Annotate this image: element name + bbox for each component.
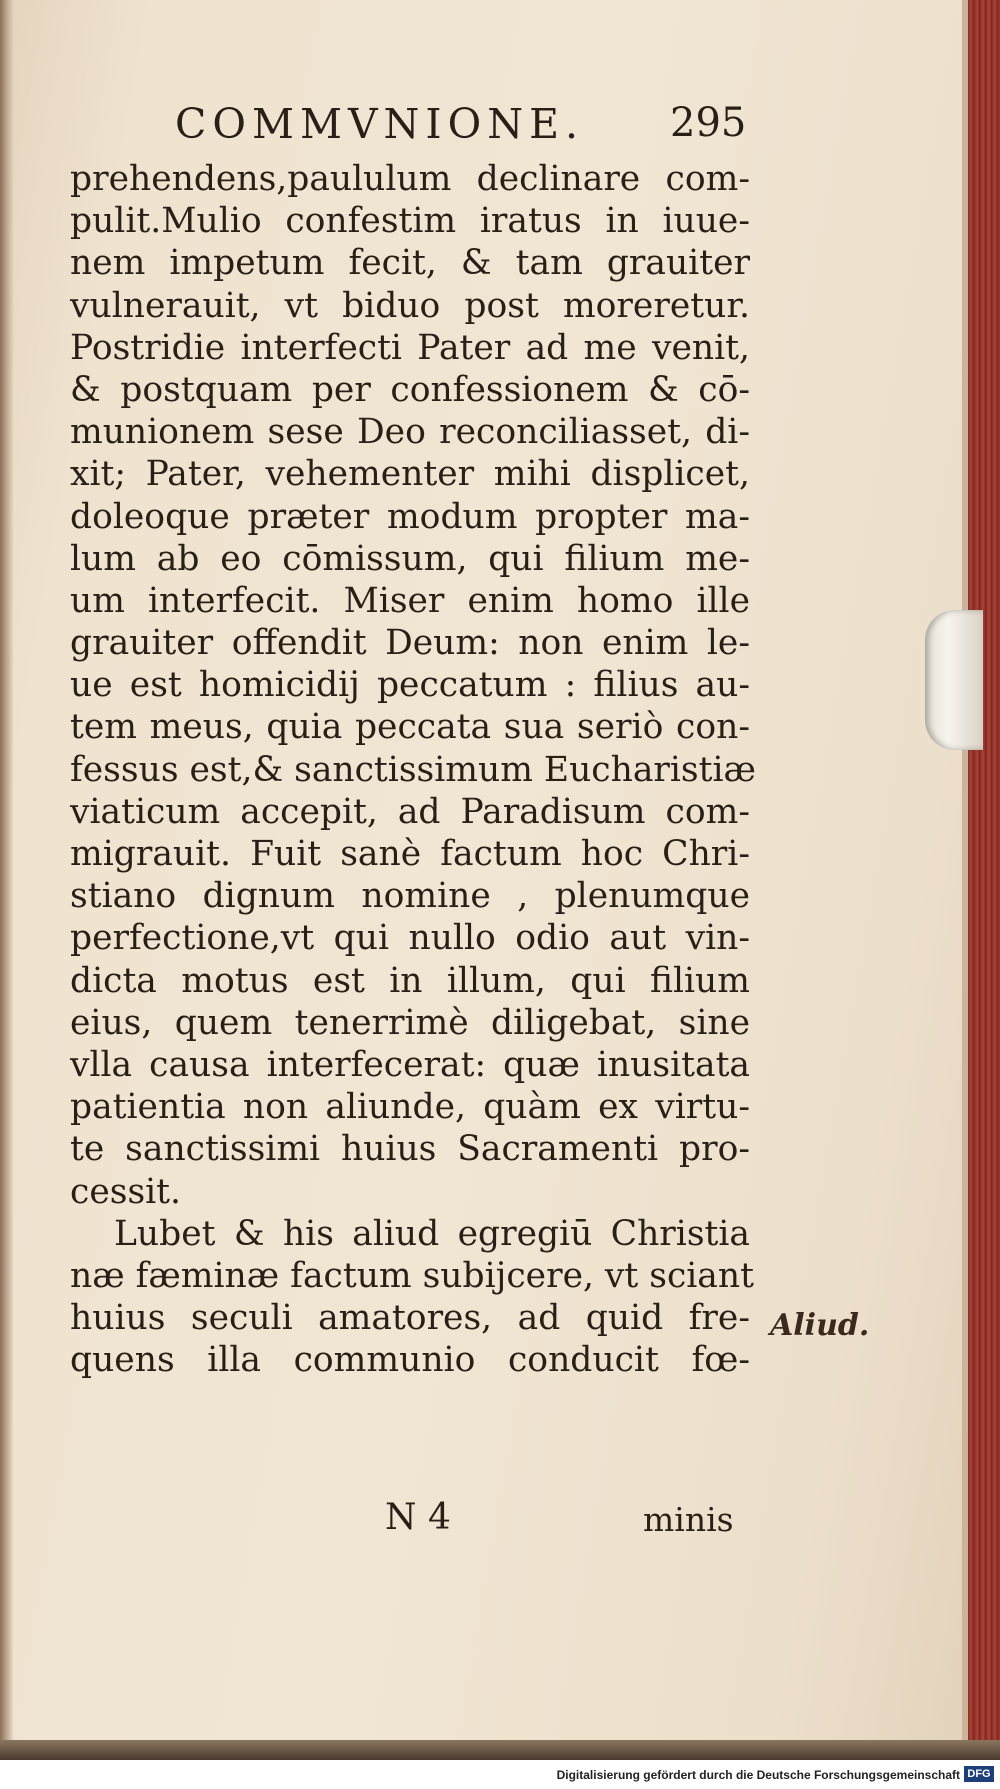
text-line: ue est homicidij peccatum : filius au- xyxy=(70,665,750,706)
page-header xyxy=(70,100,750,160)
text-line: Postridie interfecti Pater ad me venit, xyxy=(70,327,750,368)
binding-spine-shadow xyxy=(0,0,14,1748)
text-line: nem impetum fecit, & tam grauiter xyxy=(70,243,750,284)
text-line: stiano dignum nomine , plenumque xyxy=(70,876,750,917)
text-line: quens illa communio conducit fœ- xyxy=(70,1340,750,1381)
text-line: cessit. xyxy=(70,1171,182,1212)
digitization-footer xyxy=(0,1760,1000,1789)
text-line: pulit.Mulio confestim iratus in iuue- xyxy=(70,201,750,242)
page-number: 295 xyxy=(670,100,747,146)
text-line: eius, quem tenerrimè diligebat, sine xyxy=(70,1002,750,1043)
text-line: vlla causa interfecerat: quæ inusitata xyxy=(70,1044,750,1085)
digitization-credit: Digitalisierung gefördert durch die Deutsche Forschungsgemeinschaft xyxy=(556,1768,960,1782)
text-line: Lubet & his aliud egregiū Christia xyxy=(114,1213,750,1254)
text-line: te sanctissimi huius Sacramenti pro- xyxy=(70,1129,750,1170)
text-line: tem meus, quia peccata sua seriò con- xyxy=(70,707,750,748)
text-line: munionem sese Deo reconciliasset, di- xyxy=(70,412,750,453)
text-line: prehendens,paululum declinare com- xyxy=(70,159,750,199)
running-head: COMMVNIONE. xyxy=(175,100,585,148)
text-line: dicta motus est in illum, qui filium xyxy=(70,960,750,1001)
text-line: patientia non aliunde, quàm ex virtu- xyxy=(70,1087,750,1128)
text-line: doleoque præter modum propter ma- xyxy=(70,496,750,537)
binding-bottom-edge xyxy=(0,1740,1000,1760)
text-line: um interfecit. Miser enim homo ille xyxy=(70,580,750,621)
marginal-note: Aliud. xyxy=(770,1308,870,1343)
text-line: lum ab eo cōmissum, qui filium me- xyxy=(70,538,750,579)
body-text xyxy=(70,158,756,1381)
page-clip-tab xyxy=(925,610,983,750)
dfg-logo: DFG xyxy=(964,1766,994,1782)
text-line: perfectione,vt qui nullo odio aut vin- xyxy=(70,918,750,959)
text-line: & postquam per confessionem & cō- xyxy=(70,369,750,410)
text-line: huius seculi amatores, ad quid fre- xyxy=(70,1298,750,1339)
text-line: vulnerauit, vt biduo post moreretur. xyxy=(70,285,750,326)
text-line: næ fæminæ factum subijcere, vt sciant xyxy=(70,1255,754,1296)
catchword: minis xyxy=(643,1500,734,1539)
book-fore-edge xyxy=(968,0,1000,1760)
text-line: migrauit. Fuit sanè factum hoc Chri- xyxy=(70,834,750,874)
text-line: fessus est,& sanctissimum Eucharistiæ xyxy=(70,749,756,790)
text-line: xit; Pater, vehementer mihi displicet, xyxy=(70,454,750,495)
text-line: viaticum accepit, ad Paradisum com- xyxy=(70,791,750,832)
signature-mark: N 4 xyxy=(385,1497,451,1538)
text-line: grauiter offendit Deum: non enim le- xyxy=(70,623,750,664)
